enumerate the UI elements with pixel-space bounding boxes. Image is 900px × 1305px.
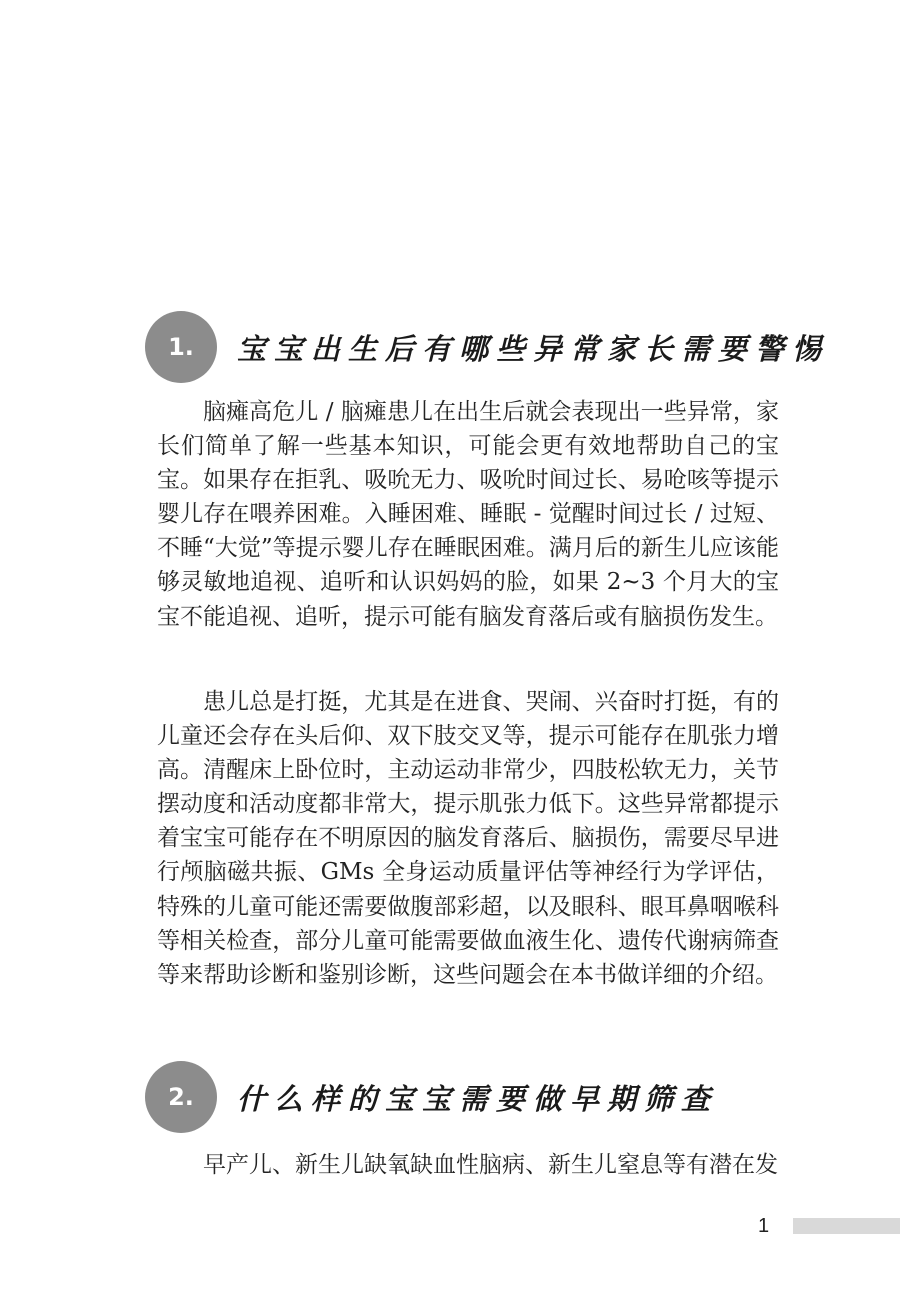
section-2-title: 什么样的宝宝需要做早期筛查 [237, 1081, 719, 1116]
page-footer-bar [793, 1218, 900, 1234]
section-1-header [145, 312, 845, 382]
section-1-paragraph-2: 患儿总是打挺，尤其是在进食、哭闹、兴奋时打挺，有的儿童还会存在头后仰、双下肢交叉等，提示可能存在肌张力增高。清醒床上卧位时，主动运动非常少，四肢松软无力，关节摆动度和活动度都非常大，提示肌张力低下。这些异常都提示着宝宝可能存在不明原因的脑发育落后、脑损伤，需要尽早进行颅脑磁共振、GMs 全身运动质量评估等神经行为学评估，特殊的儿童可能还需要做腹部彩超，以及眼科、眼耳鼻咽喉科等相关检查，部分儿童可能需要做血液生化、遗传代谢病筛查等来帮助诊断和鉴别诊断，这些问题会在本书做详细的介绍。 [157, 689, 779, 988]
section-1-title: 宝宝出生后有哪些异常家长需要警惕 [237, 331, 830, 366]
section-2-number: 2. [145, 1061, 217, 1133]
section-1-number: 1. [145, 311, 217, 383]
section-1-paragraph-1: 脑瘫高危儿 / 脑瘫患儿在出生后就会表现出一些异常，家长们简单了解一些基本知识，可能会更有效地帮助自己的宝宝。如果存在拒乳、吸吮无力、吸吮时间过长、易呛咳等提示婴儿存在喂养困难。入睡困难、睡眠 - 觉醒时间过长 / 过短、不睡“大觉”等提示婴儿存在睡眠困难。满月后的新生儿应该能够灵敏地追视、追听和认识妈妈的脸，如果 2~3 个月大的宝宝不能追视、追听，提示可能有脑发育落后或有脑损伤发生。 [157, 399, 779, 630]
section-2-paragraph-1: 早产儿、新生儿缺氧缺血性脑病、新生儿窒息等有潜在发 [203, 1152, 778, 1178]
section-2-header [145, 1062, 845, 1132]
page-number: 1 [758, 1215, 770, 1237]
